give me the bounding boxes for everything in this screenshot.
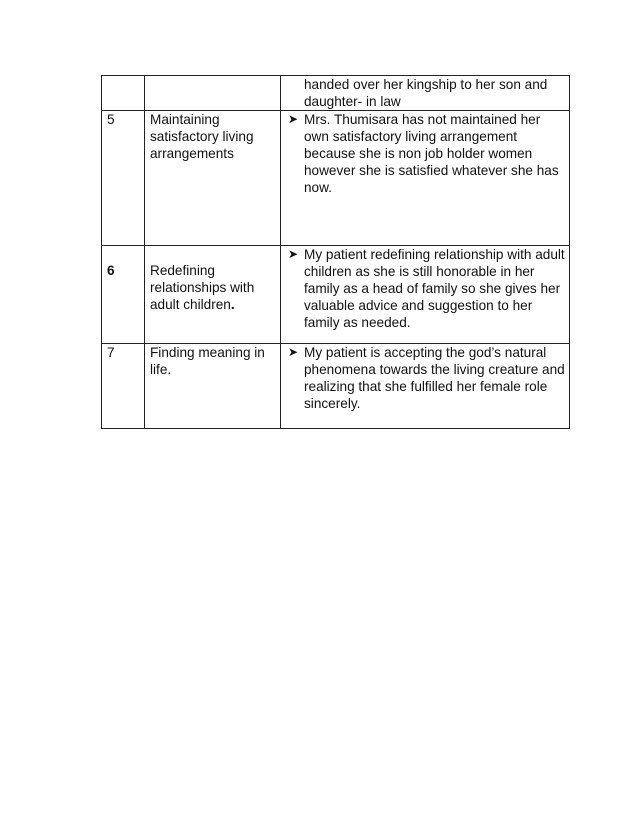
row-number-cell: [102, 76, 145, 111]
description-text: handed over her kingship to her son and daughter- in law: [304, 77, 548, 109]
arrow-bullet-icon: ➤: [288, 345, 299, 359]
description-cell: [281, 246, 570, 344]
row-number: 6: [107, 263, 115, 278]
task-cell: [145, 111, 281, 246]
row-number: 5: [107, 112, 115, 127]
row-number: 7: [107, 345, 115, 360]
description-cell: [281, 344, 570, 429]
description-text: My patient is accepting the god’s natural phenomena towards the living creature and realizing that she fulfilled her female role sincerely.: [304, 345, 565, 411]
description-cell: [281, 111, 570, 246]
arrow-bullet-icon: ➤: [288, 247, 299, 261]
table-row: [102, 246, 570, 344]
description-text: My patient redefining relationship with adult children as she is still honorable in her family as a head of family so she gives her valuable advice and suggestion to her family as needed.: [304, 247, 565, 330]
row-number-cell: [102, 111, 145, 246]
row-number-cell: [102, 344, 145, 429]
task-text: Redefining relationships with adult children: [150, 263, 255, 312]
table-row: [102, 344, 570, 429]
developmental-tasks-table: [101, 75, 570, 429]
table-row: [102, 111, 570, 246]
bullet-item: [286, 344, 565, 412]
task-text-suffix: .: [230, 297, 235, 312]
task-text: Maintaining satisfactory living arrangements: [150, 112, 254, 161]
task-text: Finding meaning in life.: [150, 345, 265, 377]
table-row: [102, 76, 570, 111]
task-cell: [145, 76, 281, 111]
task-cell: [145, 344, 281, 429]
arrow-bullet-icon: ➤: [288, 112, 299, 126]
bullet-item: [286, 246, 565, 331]
task-cell: [145, 246, 281, 344]
row-number-cell: [102, 246, 145, 344]
description-text: Mrs. Thumisara has not maintained her own satisfactory living arrangement because she is non job holder women however she is satisfied whatever she has now.: [304, 112, 559, 195]
description-cell: [281, 76, 570, 111]
bullet-item: [286, 111, 565, 196]
